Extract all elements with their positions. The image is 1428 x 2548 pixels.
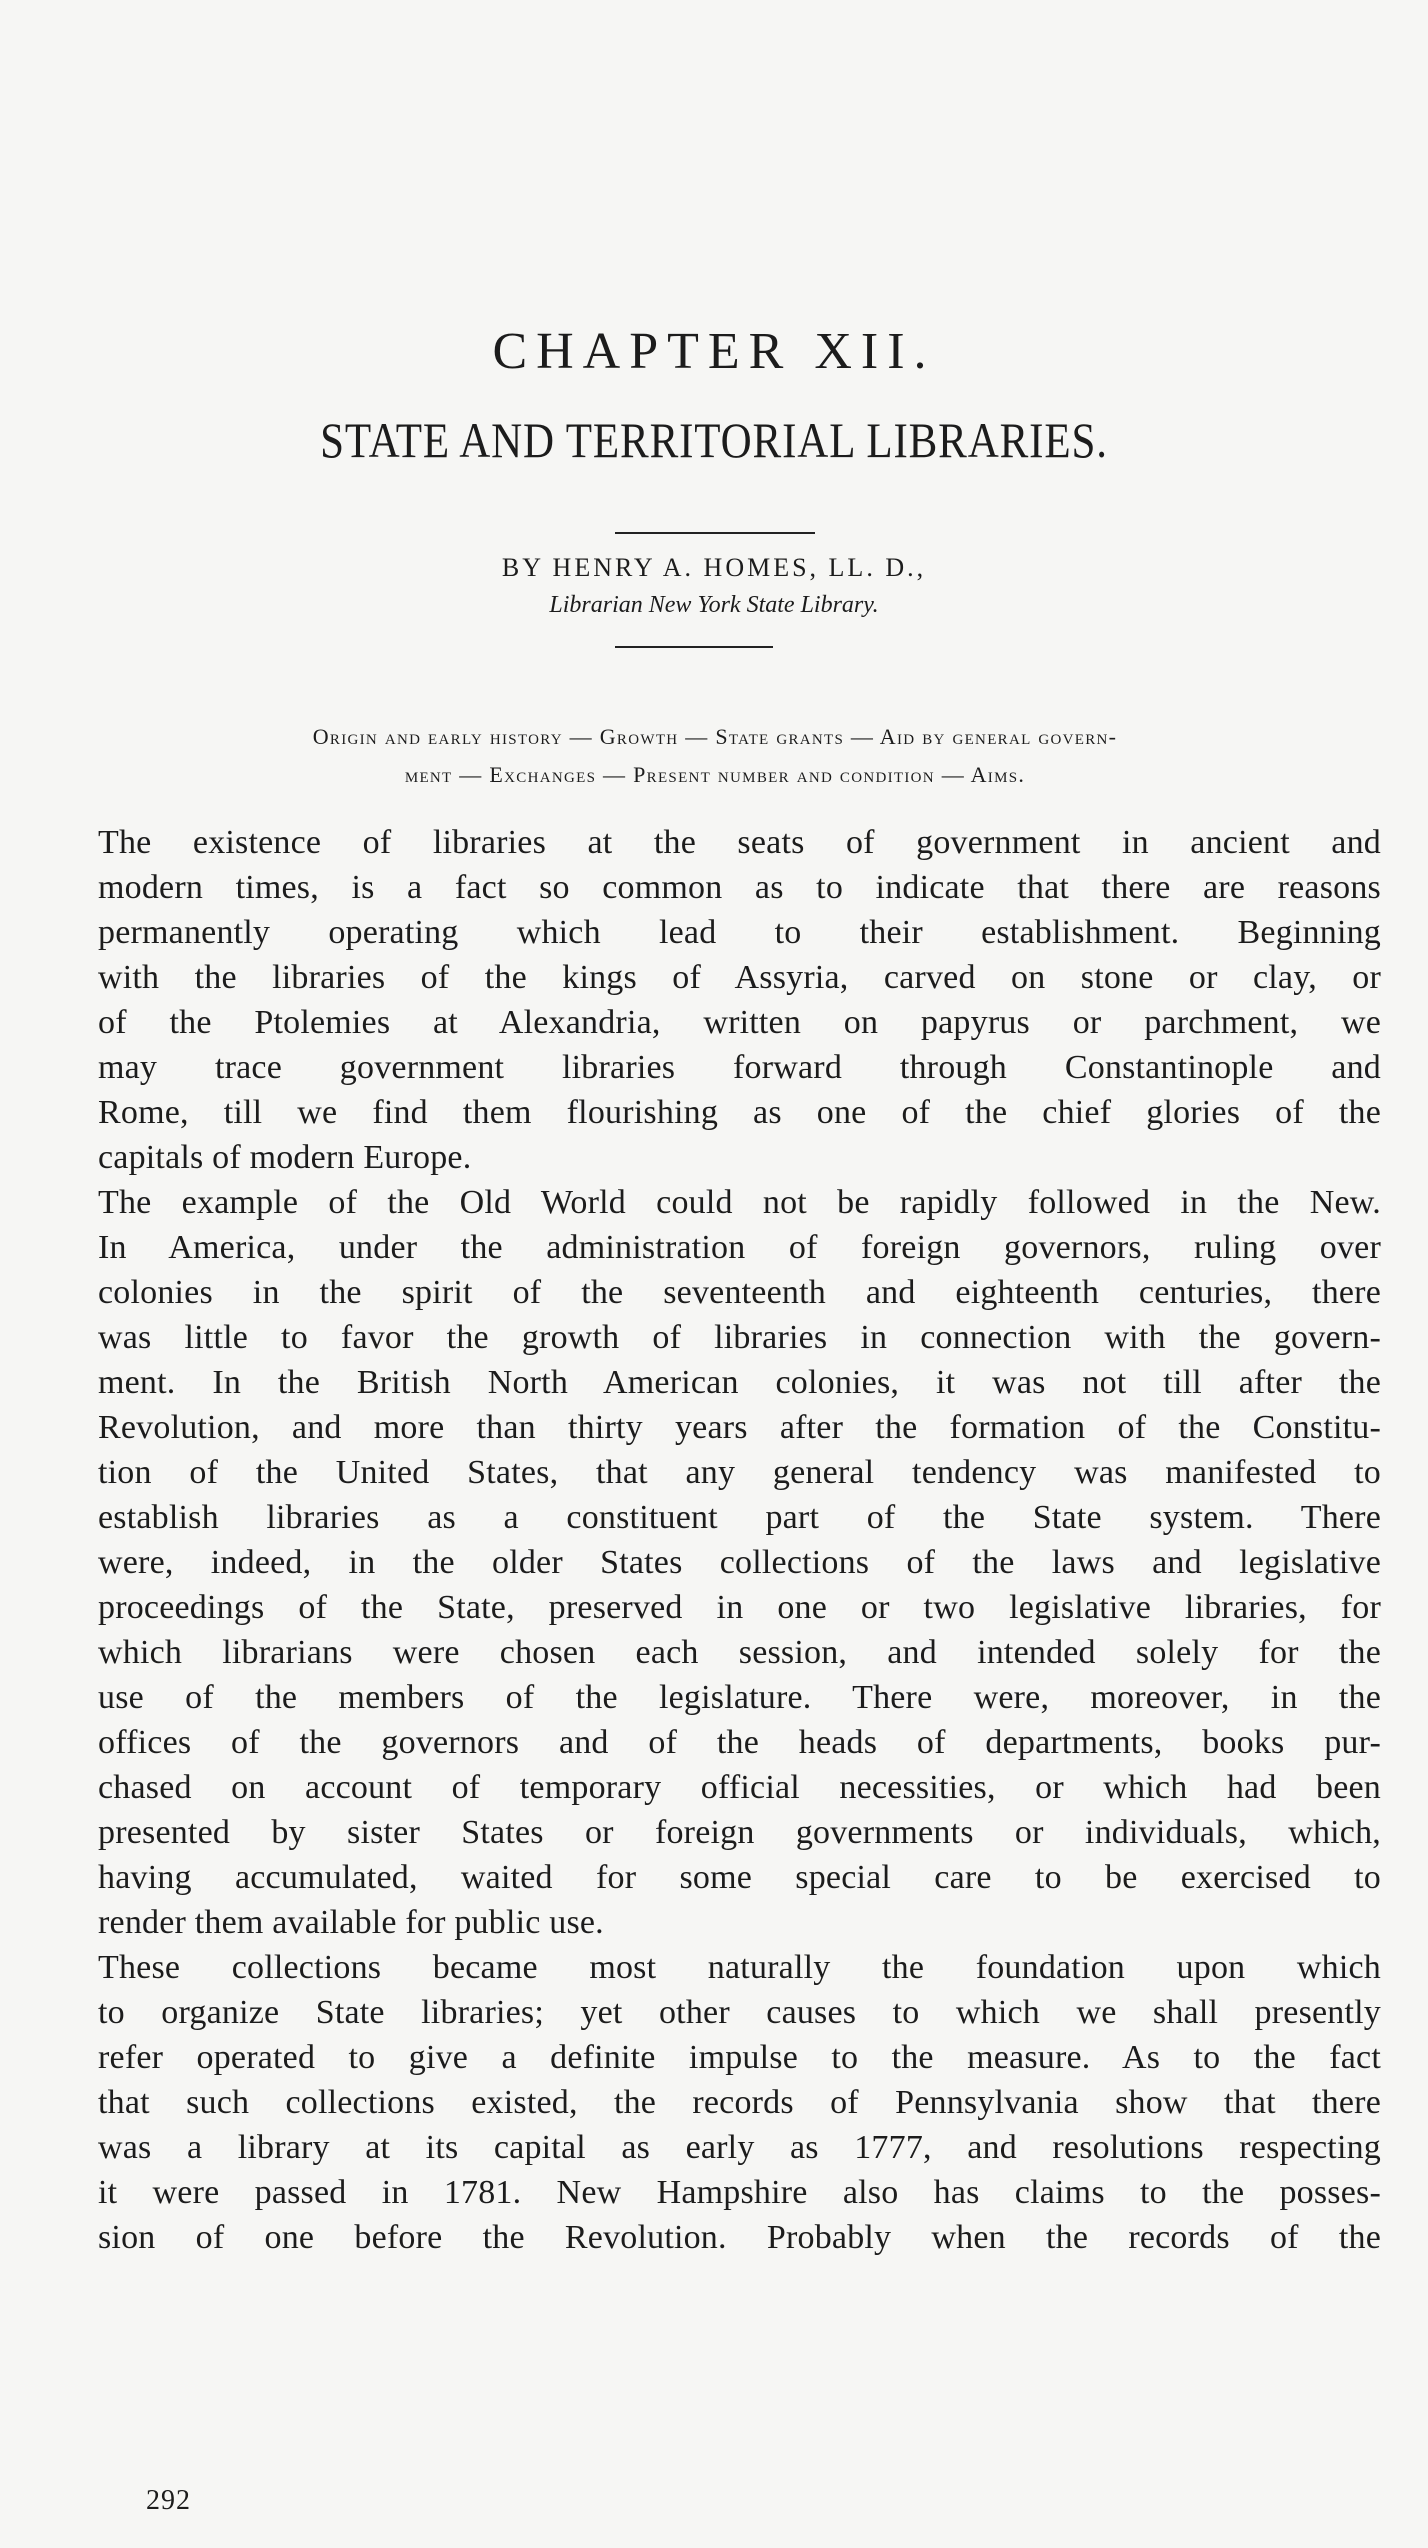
paragraph <box>98 1945 1381 2260</box>
chapter-title: STATE AND TERRITORIAL LIBRARIES. <box>320 412 1108 468</box>
text-line: use of the members of the legislature. There were, moreover, in the <box>98 1679 1381 1716</box>
author-byline: BY HENRY A. HOMES, LL. D., <box>501 553 927 582</box>
text-line: permanently operating which lead to their establishment. Beginning <box>98 914 1381 951</box>
text-line: with the libraries of the kings of Assyria, carved on stone or clay, or <box>98 959 1381 996</box>
text-line: chased on account of temporary official necessities, or which had been <box>98 1769 1381 1806</box>
author-role: Librarian New York State Library. <box>549 592 879 618</box>
text-line: it were passed in 1781. New Hampshire also has claims to the posses- <box>98 2174 1381 2211</box>
text-line: may trace government libraries forward through Constantinople and <box>98 1049 1381 1086</box>
text-line: which librarians were chosen each session, and intended solely for the <box>98 1634 1381 1671</box>
text-line: to organize State libraries; yet other causes to which we shall presently <box>98 1994 1381 2031</box>
text-line: having accumulated, waited for some special care to be exercised to <box>98 1859 1381 1896</box>
text-line: were, indeed, in the older States collections of the laws and legislative <box>98 1544 1381 1581</box>
text-line: offices of the governors and of the heads of departments, books pur- <box>98 1724 1381 1761</box>
chapter-synopsis <box>100 718 1330 794</box>
chapter-number: CHAPTER XII. <box>492 323 936 380</box>
text-line: capitals of modern Europe. <box>98 1139 472 1176</box>
rule-bottom <box>615 646 773 648</box>
synopsis-line-1: Origin and early history — Growth — State grants — Aid by general govern- <box>312 724 1118 749</box>
synopsis-line-2: ment — Exchanges — Present number and condition — Aims. <box>404 762 1026 787</box>
rule-top <box>615 532 815 534</box>
text-line: was little to favor the growth of libraries in connection with the govern- <box>98 1319 1381 1356</box>
text-line: In America, under the administration of foreign governors, ruling over <box>98 1229 1381 1266</box>
paragraph <box>98 1180 1381 1945</box>
paragraph <box>98 820 1381 1180</box>
text-line: The example of the Old World could not be rapidly followed in the New. <box>98 1184 1381 1221</box>
body-text <box>98 820 1381 2260</box>
text-line: colonies in the spirit of the seventeenth and eighteenth centuries, there <box>98 1274 1381 1311</box>
text-line: ment. In the British North American colonies, it was not till after the <box>98 1364 1381 1401</box>
text-line: establish libraries as a constituent part of the State system. There <box>98 1499 1381 1536</box>
text-line: of the Ptolemies at Alexandria, written on papyrus or parchment, we <box>98 1004 1381 1041</box>
text-line: sion of one before the Revolution. Probably when the records of the <box>98 2219 1381 2256</box>
text-line: render them available for public use. <box>98 1904 604 1941</box>
text-line: modern times, is a fact so common as to indicate that there are reasons <box>98 869 1381 906</box>
text-line: These collections became most naturally the foundation upon which <box>98 1949 1381 1986</box>
text-line: tion of the United States, that any general tendency was manifested to <box>98 1454 1381 1491</box>
page-number: 292 <box>146 2485 191 2516</box>
text-line: Revolution, and more than thirty years after the formation of the Constitu- <box>98 1409 1381 1446</box>
text-line: proceedings of the State, preserved in one or two legislative libraries, for <box>98 1589 1381 1626</box>
text-line: was a library at its capital as early as 1777, and resolutions respecting <box>98 2129 1381 2166</box>
text-line: The existence of libraries at the seats of government in ancient and <box>98 824 1381 861</box>
text-line: presented by sister States or foreign governments or individuals, which, <box>98 1814 1381 1851</box>
text-line: that such collections existed, the records of Pennsylvania show that there <box>98 2084 1381 2121</box>
text-line: refer operated to give a definite impulse to the measure. As to the fact <box>98 2039 1381 2076</box>
text-line: Rome, till we find them flourishing as one of the chief glories of the <box>98 1094 1381 1131</box>
